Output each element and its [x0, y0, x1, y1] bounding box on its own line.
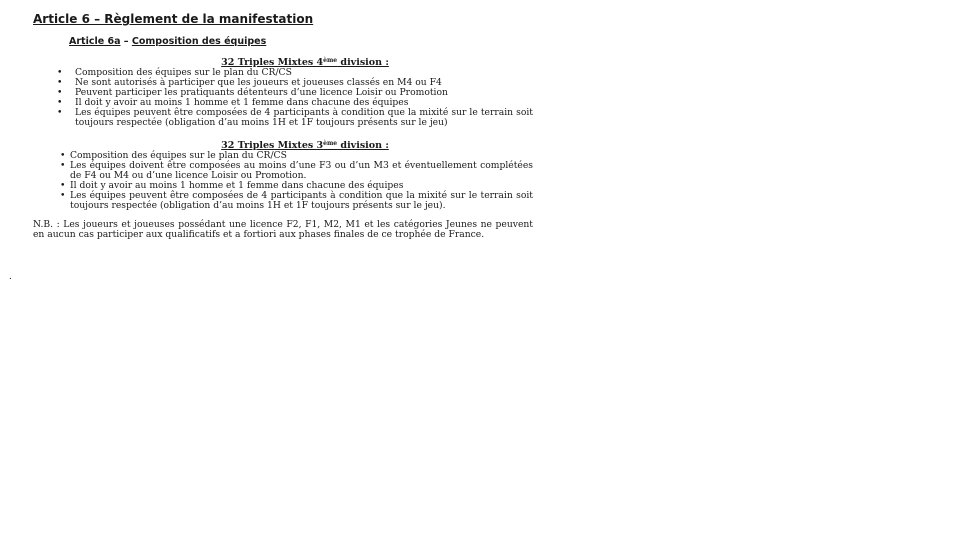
- subtitle-separator: –: [120, 36, 132, 47]
- list-item: • Les équipes peuvent être composées de 4 participants à condition que la mixité sur le terrain soit toujours respectée (obligation d’au moins 1H et 1F toujours présents sur le jeu): [33, 108, 533, 128]
- section-4-heading-pre: 32 Triples Mixtes 4: [221, 57, 324, 68]
- list-item: • Composition des équipes sur le plan du CR/CS: [33, 68, 533, 78]
- section-3-heading: [33, 138, 533, 151]
- article-subtitle: [69, 35, 533, 48]
- list-item: • Composition des équipes sur le plan du CR/CS: [33, 151, 533, 161]
- subtitle-prefix: Article 6a: [69, 36, 121, 47]
- list-item: • Les équipes doivent être composées au moins d’une F3 ou d’un M3 et éventuellement complétées de F4 ou M4 ou d’une licence Loisir ou Promotion.: [33, 161, 533, 181]
- document-page: [33, 11, 533, 240]
- list-item: • Il doit y avoir au moins 1 homme et 1 femme dans chacune des équipes: [33, 181, 533, 191]
- section-3-heading-post: division :: [337, 139, 389, 151]
- stray-mark: .: [9, 272, 12, 282]
- list-item: • Ne sont autorisés à participer que les joueurs et joueuses classés en M4 ou F4: [33, 78, 533, 88]
- list-item: • Les équipes peuvent être composées de 4 participants à condition que la mixité sur le terrain soit toujours respectée (obligation d’au moins 1H et 1F toujours présents sur le jeu).: [33, 191, 533, 211]
- list-item: • Peuvent participer les pratiquants détenteurs d’une licence Loisir ou Promotion: [33, 88, 533, 98]
- section-3-heading-pre: 32 Triples Mixtes 3: [221, 139, 324, 151]
- section-4-list: [33, 68, 533, 129]
- section-4-heading-sup: ème: [323, 57, 338, 64]
- section-3-list: [33, 151, 533, 212]
- nb-note: N.B. : Les joueurs et joueuses possédant une licence F2, F1, M2, M1 et les catégories Jeunes ne peuvent en aucun cas participer aux qualificatifs et a fortiori aux phases finales de ce trophée de France.: [33, 219, 533, 241]
- list-item: • Il doit y avoir au moins 1 homme et 1 femme dans chacune des équipes: [33, 98, 533, 108]
- section-4-heading-post: division :: [337, 57, 389, 68]
- article-title: Article 6 – Règlement de la manifestation: [33, 12, 314, 26]
- subtitle-text: Composition des équipes: [131, 36, 267, 47]
- section-3-heading-sup: ème: [323, 139, 338, 147]
